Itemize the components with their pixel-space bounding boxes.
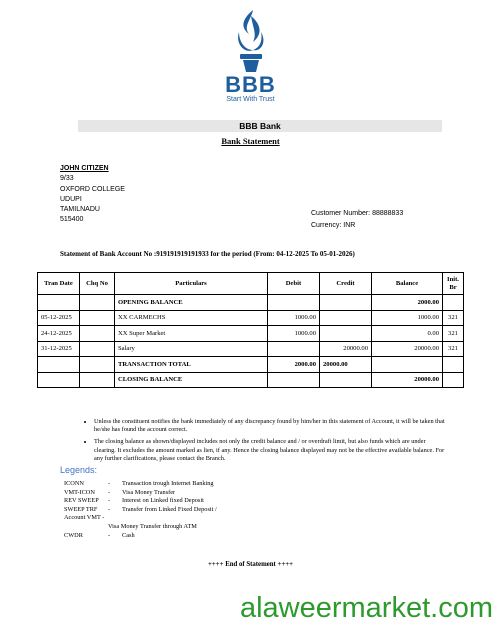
note-item: • The closing balance as shown/displayed includes not only the credit balance and / or overdraft limit, but also funds which are under clearing. It excludes the amount marked as lien, if any. Hence the closing balance displayed may not be the effective available balance. For any further clarifications, please contact the Branch. — [94, 438, 445, 463]
row-branch: 321 — [443, 341, 464, 357]
legend-desc: Visa Money Transfer — [122, 488, 176, 496]
end-of-statement: ++++ End of Statement ++++ — [208, 561, 293, 568]
col-chq-no: Chq No — [80, 273, 115, 295]
col-debit: Debit — [268, 273, 320, 295]
statement-notes — [80, 418, 445, 467]
legend-desc: Transfer from Linked Fixed Deposit / Account VMT — [64, 505, 217, 522]
col-init-br: Init. Br — [443, 273, 464, 295]
row-balance: 0.00 — [372, 326, 443, 342]
legend-desc: Visa Money Transfer through ATM — [108, 522, 197, 530]
row-date: 24-12-2025 — [38, 326, 80, 342]
row-particulars: XX Super Market — [115, 326, 268, 342]
legend-item: SWEEP TRF - Transfer from Linked Fixed Deposit / Account VMT - — [64, 505, 217, 522]
opening-label: OPENING BALANCE — [115, 295, 268, 311]
statement-title: Bank Statement — [221, 136, 280, 146]
row-date: 31-12-2025 — [38, 341, 80, 357]
opening-balance-row — [38, 295, 464, 311]
table-row — [38, 310, 464, 326]
address-line: 9/33 — [60, 175, 74, 183]
address-line: 515400 — [60, 216, 84, 224]
legend-code: REV SWEEP — [64, 497, 99, 505]
table-row — [38, 326, 464, 342]
row-credit — [320, 326, 372, 342]
address-line: OXFORD COLLEGE — [60, 185, 125, 193]
row-debit — [268, 341, 320, 357]
row-branch: 321 — [443, 310, 464, 326]
customer-name: JOHN CITIZEN — [60, 165, 109, 172]
logo-wordmark: BBB — [225, 72, 276, 97]
opening-balance: 2000.00 — [372, 295, 443, 311]
row-date: 05-12-2025 — [38, 310, 80, 326]
legend-item: ICONN - Transaction trough Internet Banking — [64, 480, 214, 487]
row-debit: 1000.00 — [268, 326, 320, 342]
table-header-row — [38, 273, 464, 295]
row-particulars: XX CARMECHS — [115, 310, 268, 326]
col-balance: Balance — [372, 273, 443, 295]
total-debit: 2000.00 — [268, 357, 320, 373]
customer-address-block — [60, 164, 125, 226]
torch-icon — [231, 8, 271, 74]
legend-item: CWDR - Cash — [64, 531, 135, 539]
table-row — [38, 341, 464, 357]
address-line: UDUPI — [60, 195, 82, 203]
legend-code: VMT-ICON — [64, 488, 95, 496]
note-item: • Unless the constituent notifies the bank immediately of any discrepancy found by him/her in this statement of Account, it will be taken that he/she has found the account correct. — [94, 418, 445, 434]
legend-desc: Cash — [122, 531, 135, 539]
row-debit: 1000.00 — [268, 310, 320, 326]
total-credit: 20000.00 — [320, 357, 372, 373]
row-particulars: Salary — [115, 341, 268, 357]
row-credit: 20000.00 — [320, 341, 372, 357]
address-line: TAMILNADU — [60, 206, 100, 214]
bbb-logo — [0, 8, 501, 103]
legends-list — [64, 480, 224, 540]
closing-label: CLOSING BALANCE — [115, 372, 268, 388]
row-chq — [80, 310, 115, 326]
legend-item: REV SWEEP - Interest on Linked fixed Deposit — [64, 497, 204, 505]
transaction-total-row — [38, 357, 464, 373]
row-branch: 321 — [443, 326, 464, 342]
customer-meta — [311, 208, 403, 232]
legend-item: VMT-ICON - Visa Money Transfer — [64, 488, 176, 496]
legends-title: Legends: — [60, 465, 98, 475]
row-chq — [80, 341, 115, 357]
customer-number: Customer Number: 88888833 — [311, 210, 404, 217]
closing-balance-row — [38, 372, 464, 388]
legend-code: SWEEP TRF — [64, 505, 98, 513]
watermark-text: alaweermarket.com — [239, 592, 493, 624]
legend-desc: Transaction trough Internet Banking — [122, 480, 214, 487]
row-credit — [320, 310, 372, 326]
account-period-line: Statement of Bank Account No :919191919191933 for the period (From: 04-12-2025 To 05-01-2026) — [60, 250, 355, 258]
bank-name: BBB Bank — [78, 120, 442, 132]
legend-code: CWDR — [64, 531, 83, 539]
row-balance: 1000.00 — [372, 310, 443, 326]
col-credit: Credit — [320, 273, 372, 295]
transactions-table — [37, 272, 464, 388]
col-particulars: Particulars — [115, 273, 268, 295]
row-chq — [80, 326, 115, 342]
logo-tagline: Start With Trust — [226, 96, 275, 103]
legend-desc: Interest on Linked fixed Deposit — [122, 497, 204, 505]
legend-code: ICONN — [64, 480, 84, 487]
currency: Currency: INR — [311, 222, 356, 229]
legend-item — [64, 523, 224, 532]
closing-balance: 20000.00 — [372, 372, 443, 388]
total-label: TRANSACTION TOTAL — [115, 357, 268, 373]
row-balance: 20000.00 — [372, 341, 443, 357]
col-tran-date: Tran Date — [38, 273, 80, 295]
